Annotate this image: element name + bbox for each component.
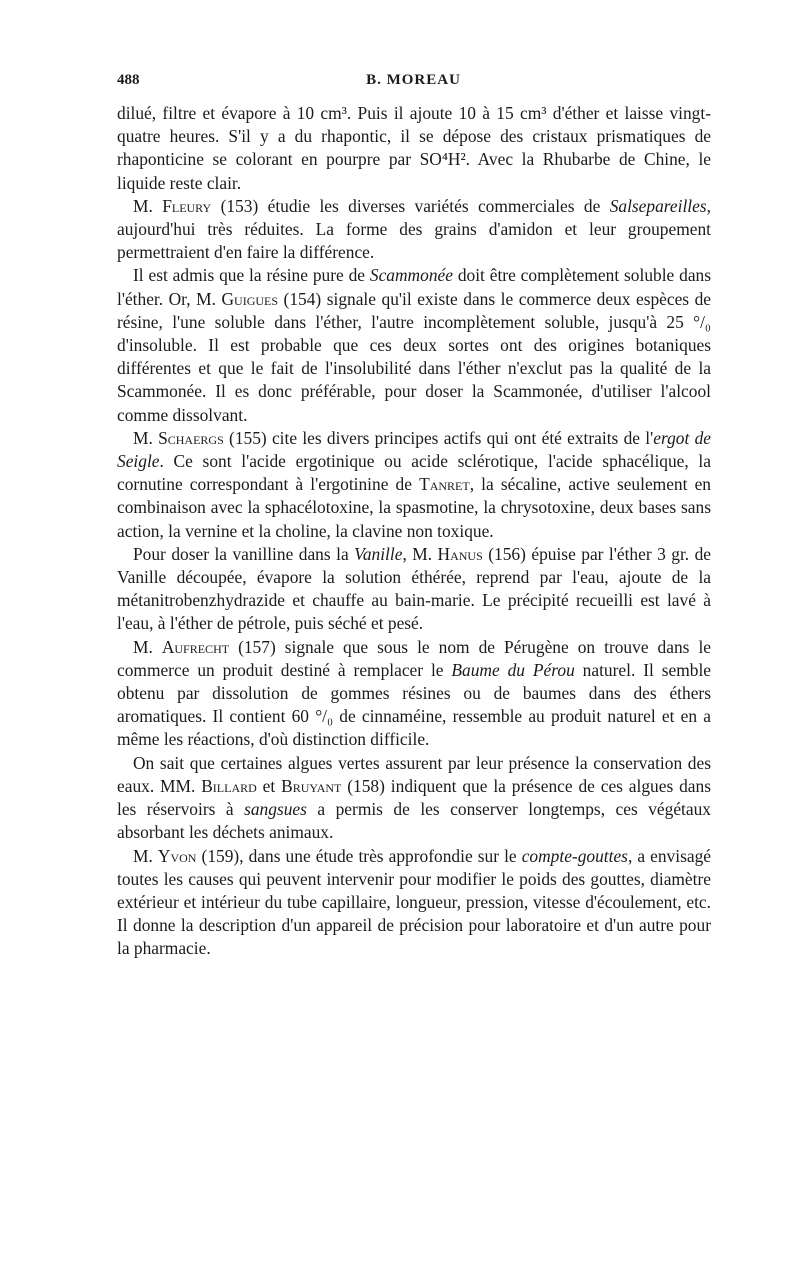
author-name: Schaergs xyxy=(158,427,224,448)
paragraph-vanille: Pour doser la vanilline dans la Vanille, M. Hanus (156) épuise par l'éther 3 gr. de Vanille découpée, évapore la solution éthérée, reprend par l'eau, ajoute de la métanitrobenzhydrazide et chauffe au bain-marie. Le précipité recueilli est lavé à l'eau, à l'éther de pétrole, puis séché et pesé. xyxy=(117,543,711,634)
body-text xyxy=(117,102,711,961)
paragraph-scammonee: Il est admis que la résine pure de Scammonée doit être complètement soluble dans l'éther. Or, M. Guigues (154) signale qu'il existe dans le commerce deux espèces de résine, l'une soluble dans l'éther, l'autre incomplètement soluble, jusqu'à 25 °/₀ d'insoluble. Il est probable que ces deux sortes ont des origines botaniques différentes et que le fait de l'insolubilité dans l'éther n'exclut pas la qualité de la Scammonée. Il es donc préférable, pour doser la Scammonée, d'utiliser l'alcool comme dissolvant. xyxy=(117,265,712,425)
author-name: Aufrecht xyxy=(161,636,230,657)
author-name: Guigues xyxy=(221,288,279,309)
paragraph-ergot: M. Schaergs (155) cite les divers principes actifs qui ont été extraits de l'ergot de Seigle. Ce sont l'acide ergotinique ou acide sclérotique, l'acide sphacélique, la cornutine correspondant à l'ergotinine de Tanret, la sécaline, active seulement en combinaison avec la sphacélotoxine, la spasmotine, la chrysotoxine, deux bases sans action, la vernine et la choline, la clavine non toxique. xyxy=(117,427,711,541)
page-number: 488 xyxy=(117,72,140,88)
species-name: Scammonée xyxy=(369,265,453,286)
instrument-name: compte-gouttes xyxy=(521,845,628,866)
author-name: Billard xyxy=(201,775,257,796)
species-name: sangsues xyxy=(244,799,307,820)
paragraph-compte-gouttes: M. Yvon (159), dans une étude très approfondie sur le compte-gouttes, a envisagé toutes les causes qui peuvent intervenir pour modifier le poids des gouttes, diamètre extérieur et intérieur du tube capillaire, longueur, pression, vitesse d'écoulement, etc. Il donne la description d'un appareil de précision pour laboratoire et d'un autre pour la pharmacie. xyxy=(117,845,711,959)
author-name: Bruyant xyxy=(281,775,342,796)
paragraph-algues: On sait que certaines algues vertes assurent par leur présence la conservation des eaux. MM. Billard et Bruyant (158) indiquent que la présence de ces algues dans les réservoirs à sangsues a permis de les conserver longtemps, ces végétaux absorbant les déchets animaux. xyxy=(117,752,712,843)
paragraph-salsepareilles: M. Fleury (153) étudie les diverses variétés commerciales de Salsepareilles, aujourd'hui très réduites. La forme des grains d'amidon et leur groupement permettraient d'en faire la différence. xyxy=(117,195,711,263)
author-name: Fleury xyxy=(162,195,212,216)
species-name: ergot de Seigle xyxy=(117,427,711,472)
author-name: Yvon xyxy=(157,845,197,866)
author-name: Tanret xyxy=(419,474,470,495)
species-name: Salsepareilles xyxy=(609,195,707,216)
species-name: Baume du Pérou xyxy=(451,659,575,680)
paragraph-perugene: M. Aufrecht (157) signale que sous le nom de Pérugène on trouve dans le commerce un produit destiné à remplacer le Baume du Pérou naturel. Il semble obtenu par dissolution de gommes résines ou de baumes dans des éthers aromatiques. Il contient 60 °/₀ de cinnaméine, ressemble au produit naturel et en a même les réactions, d'où distinction difficile. xyxy=(117,636,711,750)
species-name: Vanille xyxy=(354,543,403,564)
author-name: Hanus xyxy=(437,543,483,564)
paragraph-rhubarbe: dilué, filtre et évapore à 10 cm³. Puis il ajoute 10 à 15 cm³ d'éther et laisse vingt-quatre heures. S'il y a du rhapontic, il se dépose des cristaux prismatiques de rhaponticine se colorant en pourpre par SO⁴H². Avec la Rhubarbe de Chine, le liquide reste clair. xyxy=(117,103,711,193)
running-head: B. MOREAU xyxy=(366,72,461,88)
